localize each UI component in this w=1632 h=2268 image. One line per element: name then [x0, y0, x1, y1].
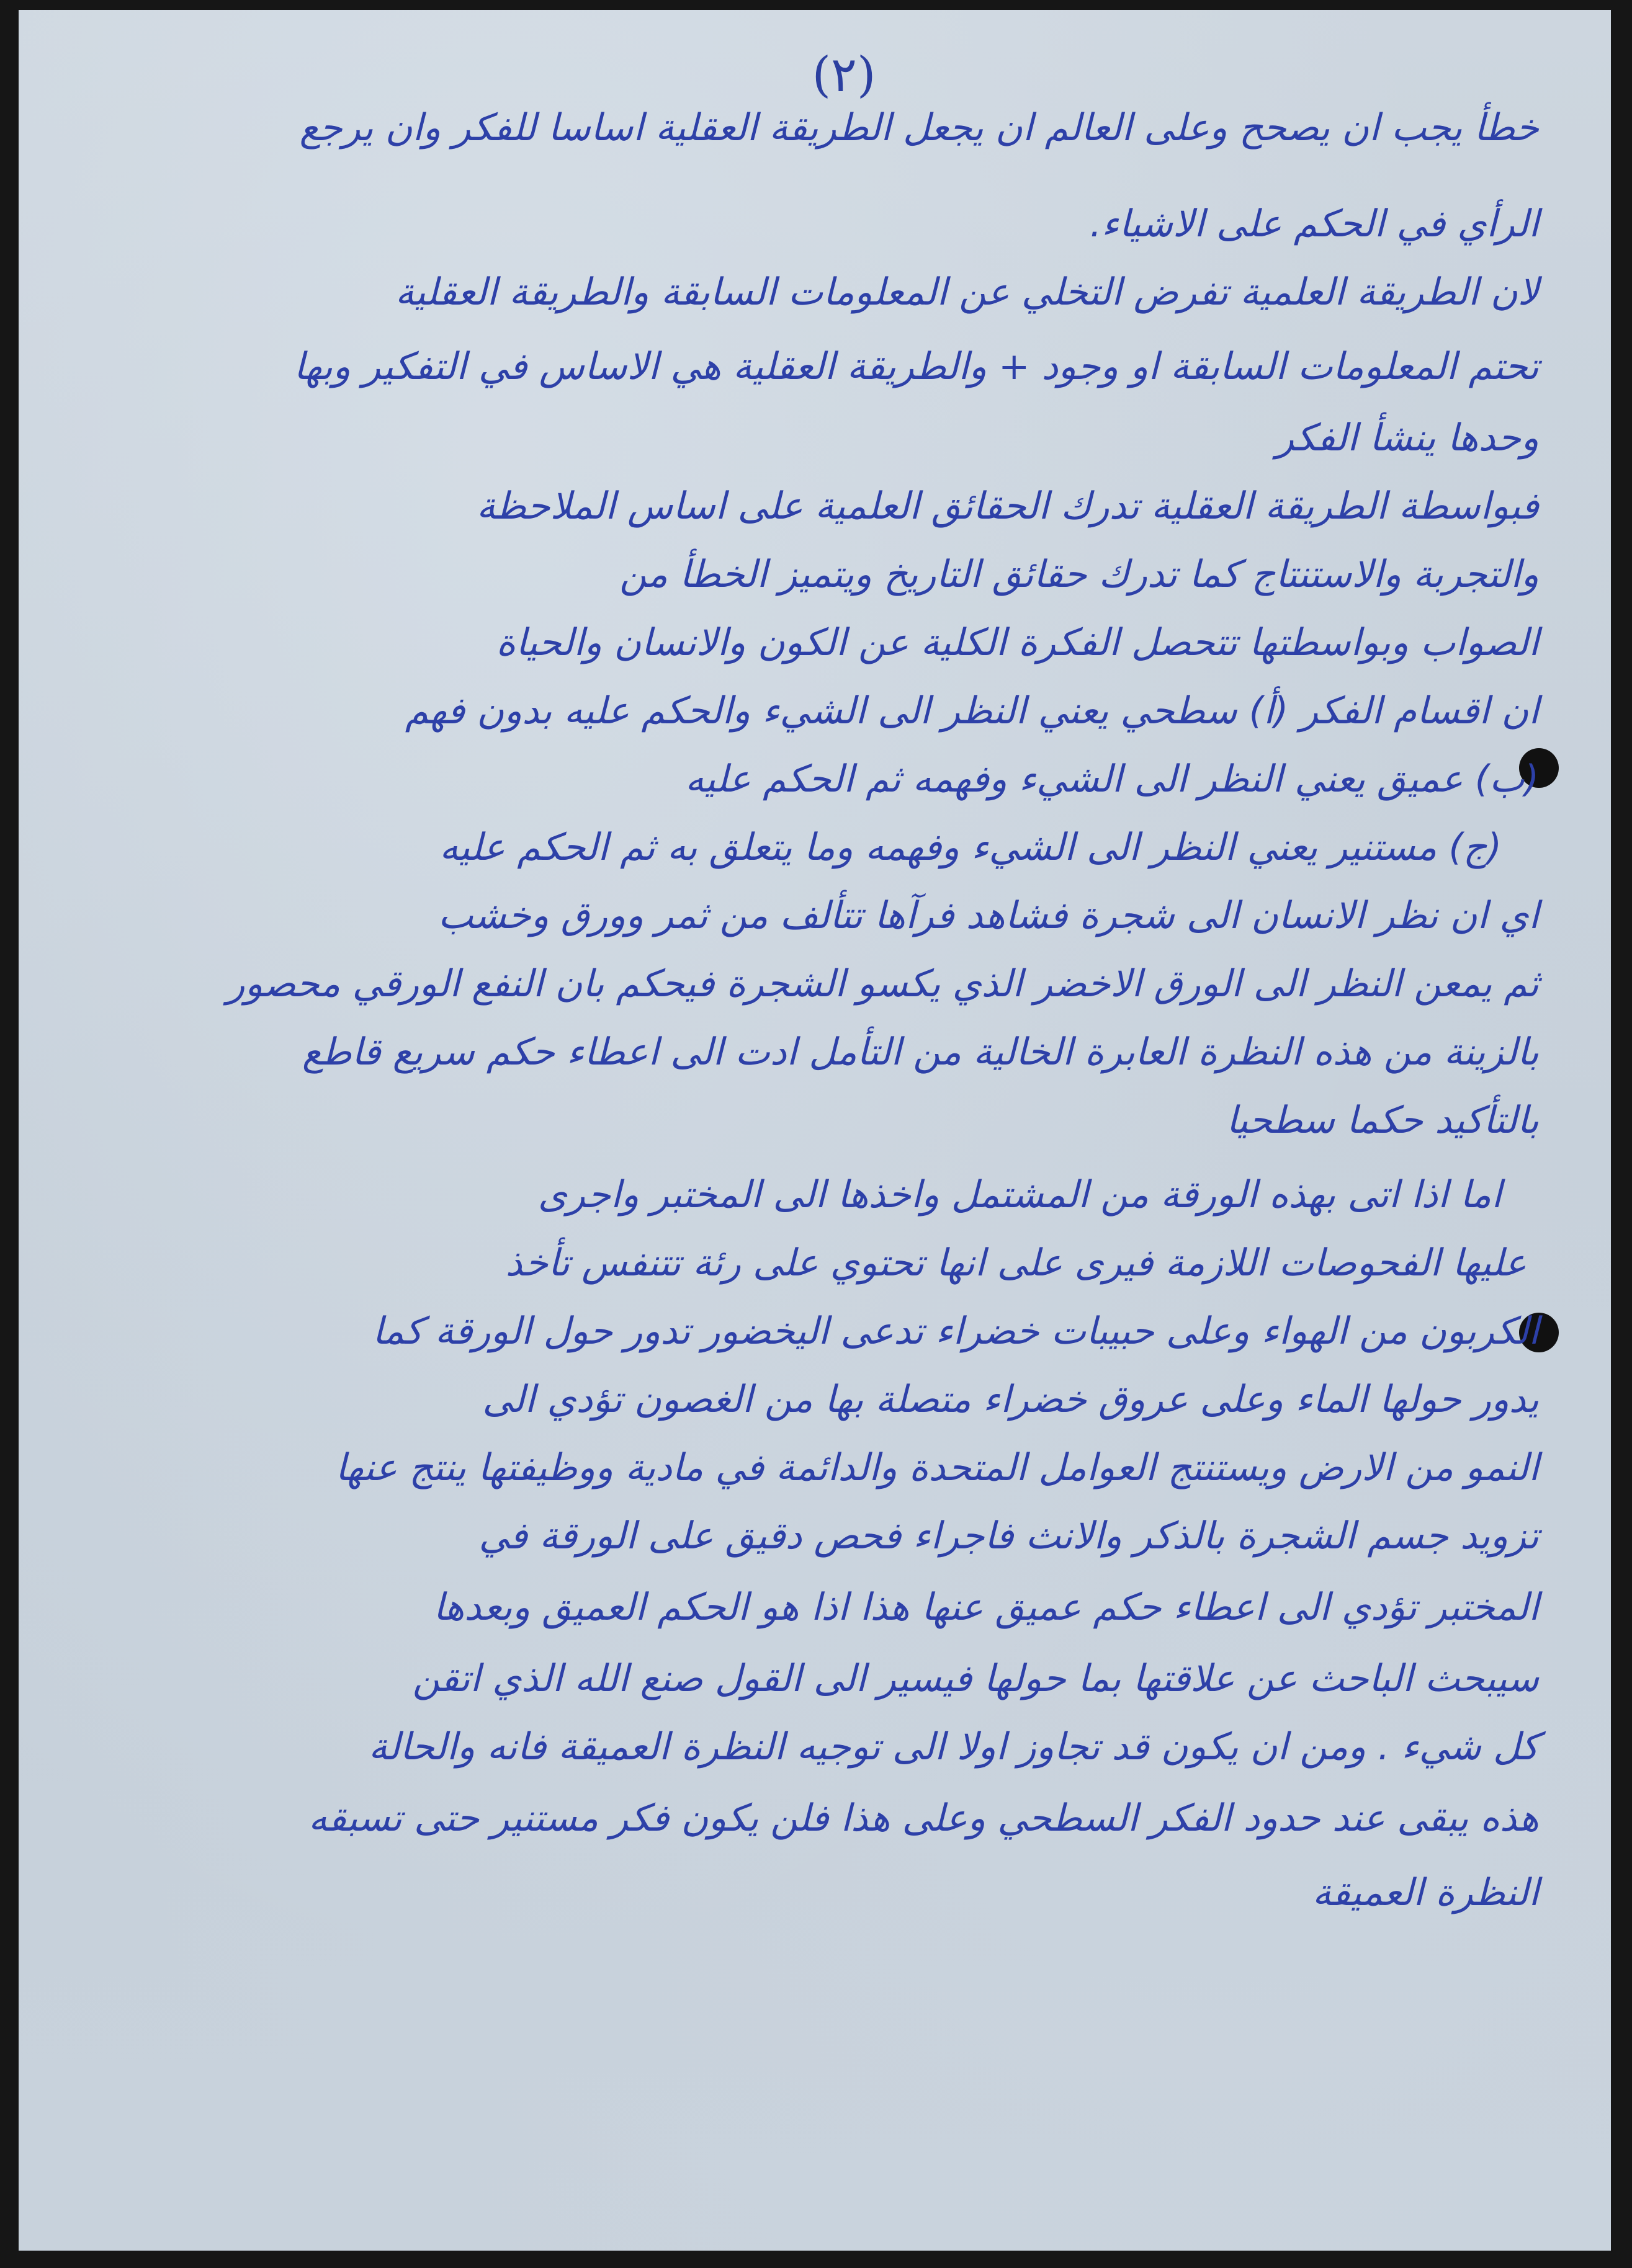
- text-line: تزويد جسم الشجرة بالذكر والانث فاجراء فحص دقيق على الورقة في: [478, 1514, 1539, 1558]
- text-line: تحتم المعلومات السابقة او وجود + والطريقة العقلية هي الاساس في التفكير وبها: [294, 345, 1539, 388]
- text-line: هذه يبقى عند حدود الفكر السطحي وعلى هذا فلن يكون فكر مستنير حتى تسبقه: [308, 1797, 1539, 1840]
- text-line: ان اقسام الفكر (أ) سطحي يعني النظر الى الشيء والحكم عليه بدون فهم: [405, 689, 1539, 733]
- text-line: المختبر تؤدي الى اعطاء حكم عميق عنها هذا اذا هو الحكم العميق وبعدها: [433, 1586, 1539, 1629]
- text-line: الصواب وبواسطتها تتحصل الفكرة الكلية عن الكون والانسان والحياة: [496, 621, 1539, 664]
- text-line: (ج) مستنير يعني النظر الى الشيء وفهمه وما يتعلق به ثم الحكم عليه: [439, 826, 1502, 869]
- paper-sheet: [19, 10, 1611, 2251]
- text-line: يدور حولها الماء وعلى عروق خضراء متصلة بها من الغصون تؤدي الى: [482, 1378, 1539, 1421]
- text-line: النظرة العميقة: [1312, 1871, 1539, 1914]
- text-line: عليها الفحوصات اللازمة فيرى على انها تحتوي على رئة تتنفس تأخذ: [505, 1241, 1527, 1285]
- text-line: لان الطريقة العلمية تفرض التخلي عن المعلومات السابقة والطريقة العقلية: [395, 270, 1539, 314]
- text-line: بالزينة من هذه النظرة العابرة الخالية من التأمل ادت الى اعطاء حكم سريع قاطع: [302, 1030, 1539, 1074]
- text-line: بالتأكيد حكما سطحيا: [1226, 1099, 1539, 1142]
- text-line: وحدها ينشأ الفكر: [1276, 416, 1539, 460]
- text-line: فبواسطة الطريقة العقلية تدرك الحقائق العلمية على اساس الملاحظة: [476, 484, 1539, 528]
- text-line: اما اذا اتى بهذه الورقة من المشتمل واخذها الى المختبر واجرى: [537, 1173, 1502, 1217]
- text-line: النمو من الارض ويستنتج العوامل المتحدة والدائمة في مادية ووظيفتها ينتج عنها: [335, 1446, 1539, 1489]
- text-line: الكربون من الهواء وعلى حبيبات خضراء تدعى اليخضور تدور حول الورقة كما: [372, 1310, 1539, 1353]
- text-line: (ب) عميق يعني النظر الى الشيء وفهمه ثم الحكم عليه: [685, 757, 1539, 801]
- text-line: اي ان نظر الانسان الى شجرة فشاهد فرآها تتألف من ثمر وورق وخشب: [438, 894, 1539, 937]
- text-line: خطأ يجب ان يصحح وعلى العالم ان يجعل الطريقة العقلية اساسا للفكر وان يرجع: [299, 106, 1539, 150]
- text-line: كل شيء . ومن ان يكون قد تجاوز اولا الى توجيه النظرة العميقة فانه والحالة: [369, 1725, 1539, 1769]
- text-line: سيبحث الباحث عن علاقتها بما حولها فيسير الى القول صنع الله الذي اتقن: [412, 1657, 1539, 1700]
- text-line: الرأي في الحكم على الاشياء.: [1090, 202, 1539, 246]
- text-line: ثم يمعن النظر الى الورق الاخضر الذي يكسو الشجرة فيحكم بان النفع الورقي محصور: [226, 962, 1539, 1006]
- page-number: (٢): [812, 47, 876, 103]
- text-line: والتجربة والاستنتاج كما تدرك حقائق التاريخ ويتميز الخطأ من: [619, 553, 1539, 596]
